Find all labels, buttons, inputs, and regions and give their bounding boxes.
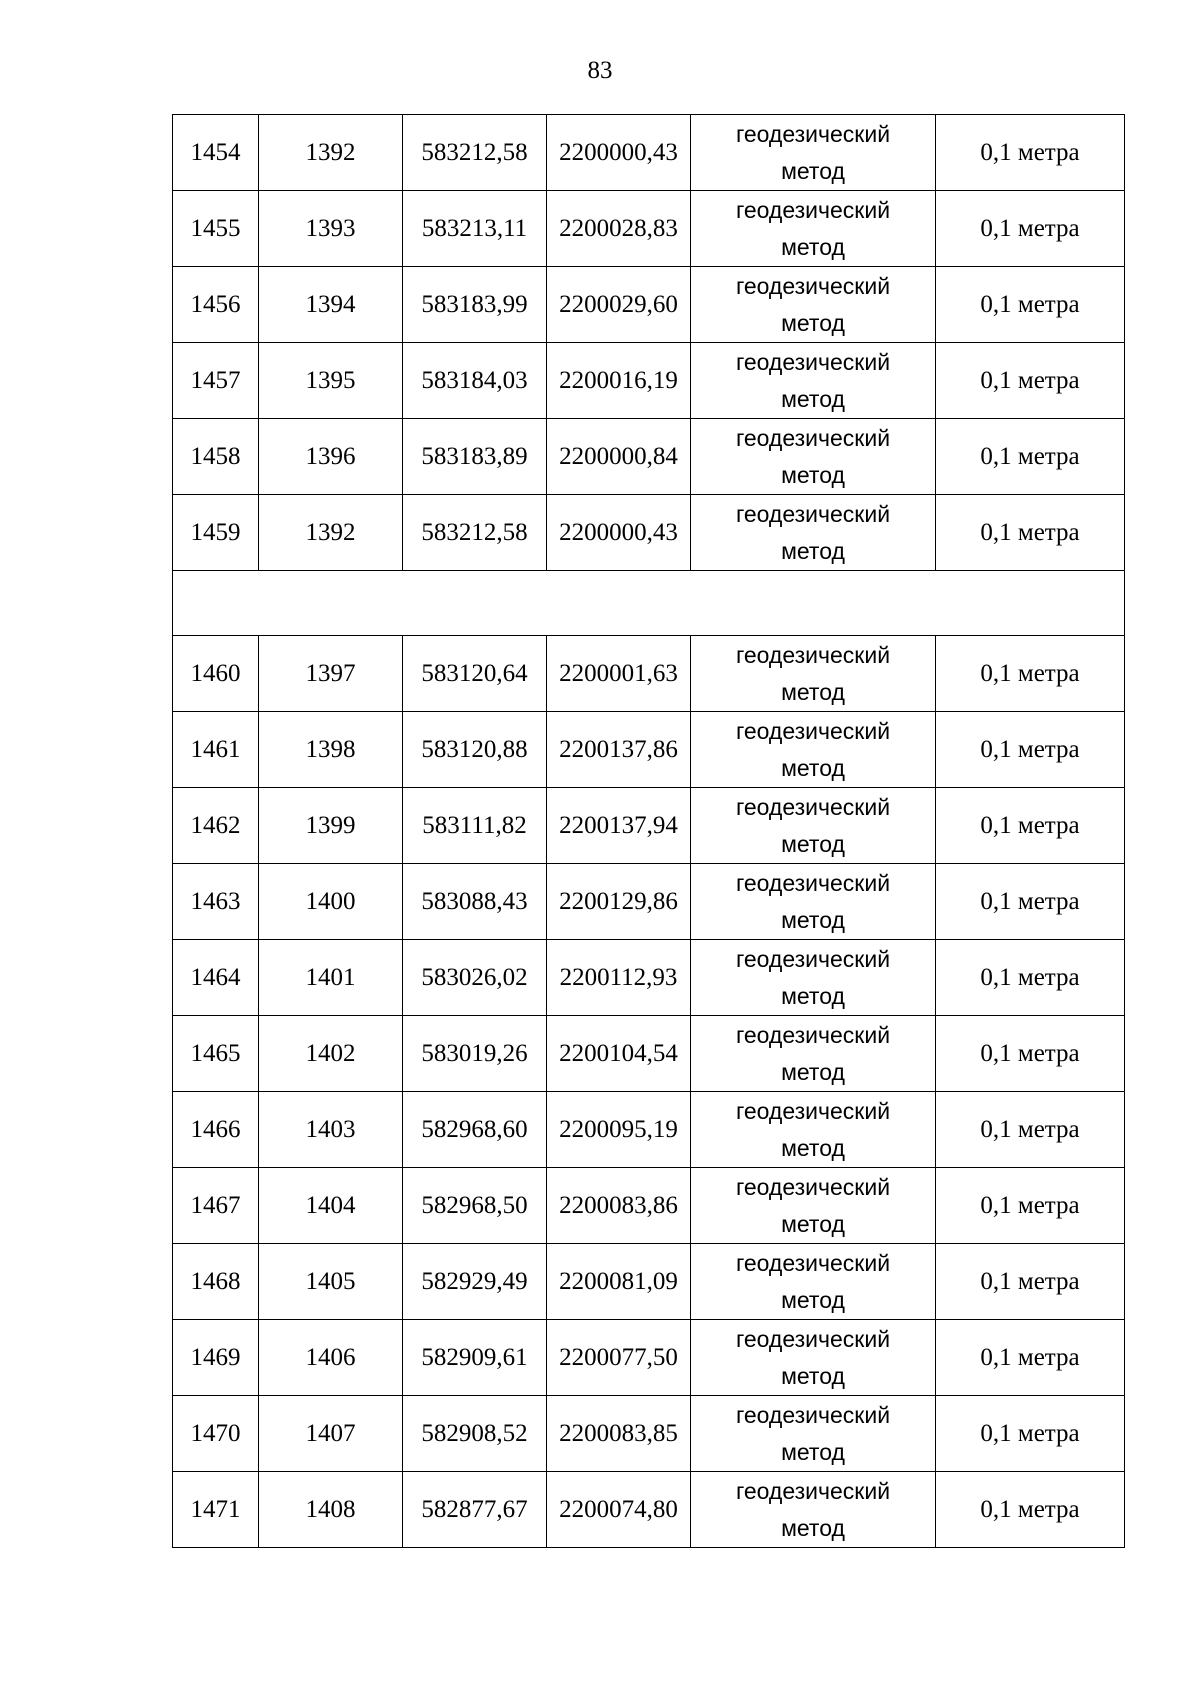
method-line-1: геодезический xyxy=(735,1325,891,1352)
method-line-1: геодезический xyxy=(735,348,891,375)
table-separator-row xyxy=(173,571,1125,636)
cell-method xyxy=(691,267,936,343)
cell-number: 1465 xyxy=(173,1016,259,1092)
table-row xyxy=(173,1092,1125,1168)
cell-accuracy: 0,1 метра xyxy=(936,115,1125,191)
method-line-1: геодезический xyxy=(735,120,891,147)
method-line-2: метод xyxy=(781,1210,845,1237)
method-line-1: геодезический xyxy=(735,793,891,820)
cell-x: 583183,99 xyxy=(403,267,547,343)
cell-y: 2200016,19 xyxy=(547,343,691,419)
cell-y: 2200083,86 xyxy=(547,1168,691,1244)
cell-point: 1396 xyxy=(259,419,403,495)
cell-x: 583111,82 xyxy=(403,788,547,864)
table-row xyxy=(173,940,1125,1016)
cell-y: 2200129,86 xyxy=(547,864,691,940)
cell-method xyxy=(691,1396,936,1472)
cell-point: 1398 xyxy=(259,712,403,788)
cell-number: 1454 xyxy=(173,115,259,191)
method-line-1: геодезический xyxy=(735,717,891,744)
cell-y: 2200083,85 xyxy=(547,1396,691,1472)
cell-method xyxy=(691,636,936,712)
cell-point: 1392 xyxy=(259,495,403,571)
cell-x: 582908,52 xyxy=(403,1396,547,1472)
cell-accuracy: 0,1 метра xyxy=(936,191,1125,267)
table-row xyxy=(173,712,1125,788)
method-line-1: геодезический xyxy=(735,500,891,527)
method-line-2: метод xyxy=(781,1438,845,1465)
cell-accuracy: 0,1 метра xyxy=(936,1396,1125,1472)
cell-x: 583120,64 xyxy=(403,636,547,712)
method-line-2: метод xyxy=(781,1514,845,1541)
cell-method xyxy=(691,115,936,191)
cell-x: 582968,50 xyxy=(403,1168,547,1244)
cell-method xyxy=(691,419,936,495)
cell-point: 1403 xyxy=(259,1092,403,1168)
method-line-1: геодезический xyxy=(735,1021,891,1048)
cell-x: 583120,88 xyxy=(403,712,547,788)
cell-method xyxy=(691,864,936,940)
cell-point: 1393 xyxy=(259,191,403,267)
table-row xyxy=(173,864,1125,940)
page-number: 83 xyxy=(587,57,613,84)
cell-accuracy: 0,1 метра xyxy=(936,712,1125,788)
method-line-2: метод xyxy=(781,830,845,857)
cell-x: 582909,61 xyxy=(403,1320,547,1396)
cell-point: 1397 xyxy=(259,636,403,712)
method-line-2: метод xyxy=(781,1058,845,1085)
method-line-2: метод xyxy=(781,906,845,933)
cell-x: 583088,43 xyxy=(403,864,547,940)
cell-accuracy: 0,1 метра xyxy=(936,267,1125,343)
cell-method xyxy=(691,940,936,1016)
method-line-2: метод xyxy=(781,157,845,184)
cell-accuracy: 0,1 метра xyxy=(936,1472,1125,1548)
cell-y: 2200081,09 xyxy=(547,1244,691,1320)
method-line-2: метод xyxy=(781,1286,845,1313)
cell-y: 2200095,19 xyxy=(547,1092,691,1168)
table-row xyxy=(173,1016,1125,1092)
cell-number: 1471 xyxy=(173,1472,259,1548)
cell-y: 2200001,63 xyxy=(547,636,691,712)
cell-accuracy: 0,1 метра xyxy=(936,636,1125,712)
cell-point: 1407 xyxy=(259,1396,403,1472)
cell-method xyxy=(691,191,936,267)
coordinates-table-body xyxy=(173,115,1125,1548)
cell-accuracy: 0,1 метра xyxy=(936,343,1125,419)
cell-number: 1459 xyxy=(173,495,259,571)
cell-y: 2200077,50 xyxy=(547,1320,691,1396)
cell-y: 2200112,93 xyxy=(547,940,691,1016)
cell-method xyxy=(691,343,936,419)
cell-point: 1404 xyxy=(259,1168,403,1244)
method-line-1: геодезический xyxy=(735,869,891,896)
cell-x: 582968,60 xyxy=(403,1092,547,1168)
cell-method xyxy=(691,1244,936,1320)
method-line-2: метод xyxy=(781,678,845,705)
cell-y: 2200137,86 xyxy=(547,712,691,788)
table-row xyxy=(173,1396,1125,1472)
cell-accuracy: 0,1 метра xyxy=(936,864,1125,940)
method-line-1: геодезический xyxy=(735,1249,891,1276)
method-line-2: метод xyxy=(781,233,845,260)
cell-point: 1399 xyxy=(259,788,403,864)
cell-method xyxy=(691,1016,936,1092)
cell-accuracy: 0,1 метра xyxy=(936,495,1125,571)
cell-x: 583213,11 xyxy=(403,191,547,267)
method-line-2: метод xyxy=(781,309,845,336)
cell-point: 1405 xyxy=(259,1244,403,1320)
cell-method xyxy=(691,495,936,571)
cell-y: 2200000,84 xyxy=(547,419,691,495)
cell-number: 1456 xyxy=(173,267,259,343)
cell-method xyxy=(691,712,936,788)
table-row xyxy=(173,1168,1125,1244)
cell-number: 1460 xyxy=(173,636,259,712)
cell-y: 2200074,80 xyxy=(547,1472,691,1548)
table-row xyxy=(173,495,1125,571)
cell-point: 1408 xyxy=(259,1472,403,1548)
cell-accuracy: 0,1 метра xyxy=(936,1168,1125,1244)
table-row xyxy=(173,788,1125,864)
method-line-1: геодезический xyxy=(735,272,891,299)
method-line-2: метод xyxy=(781,537,845,564)
method-line-2: метод xyxy=(781,461,845,488)
cell-number: 1457 xyxy=(173,343,259,419)
cell-method xyxy=(691,1472,936,1548)
cell-number: 1469 xyxy=(173,1320,259,1396)
cell-y: 2200137,94 xyxy=(547,788,691,864)
method-line-1: геодезический xyxy=(735,1477,891,1504)
cell-x: 583019,26 xyxy=(403,1016,547,1092)
cell-y: 2200104,54 xyxy=(547,1016,691,1092)
cell-point: 1400 xyxy=(259,864,403,940)
method-line-2: метод xyxy=(781,1134,845,1161)
table-row xyxy=(173,419,1125,495)
cell-point: 1395 xyxy=(259,343,403,419)
table-row xyxy=(173,191,1125,267)
cell-accuracy: 0,1 метра xyxy=(936,419,1125,495)
cell-number: 1461 xyxy=(173,712,259,788)
cell-point: 1406 xyxy=(259,1320,403,1396)
table-row xyxy=(173,267,1125,343)
cell-number: 1467 xyxy=(173,1168,259,1244)
cell-number: 1470 xyxy=(173,1396,259,1472)
cell-method xyxy=(691,788,936,864)
cell-y: 2200029,60 xyxy=(547,267,691,343)
table-row xyxy=(173,1320,1125,1396)
cell-method xyxy=(691,1092,936,1168)
cell-accuracy: 0,1 метра xyxy=(936,1244,1125,1320)
cell-y: 2200000,43 xyxy=(547,115,691,191)
cell-x: 583026,02 xyxy=(403,940,547,1016)
cell-number: 1463 xyxy=(173,864,259,940)
cell-point: 1402 xyxy=(259,1016,403,1092)
cell-y: 2200028,83 xyxy=(547,191,691,267)
method-line-1: геодезический xyxy=(735,424,891,451)
cell-accuracy: 0,1 метра xyxy=(936,1320,1125,1396)
cell-number: 1466 xyxy=(173,1092,259,1168)
method-line-2: метод xyxy=(781,982,845,1009)
cell-y: 2200000,43 xyxy=(547,495,691,571)
cell-number: 1462 xyxy=(173,788,259,864)
table-row xyxy=(173,115,1125,191)
table-row xyxy=(173,1244,1125,1320)
cell-accuracy: 0,1 метра xyxy=(936,1016,1125,1092)
cell-point: 1394 xyxy=(259,267,403,343)
method-line-1: геодезический xyxy=(735,1097,891,1124)
cell-number: 1455 xyxy=(173,191,259,267)
method-line-2: метод xyxy=(781,385,845,412)
cell-x: 583212,58 xyxy=(403,115,547,191)
cell-accuracy: 0,1 метра xyxy=(936,788,1125,864)
cell-method xyxy=(691,1320,936,1396)
method-line-2: метод xyxy=(781,1362,845,1389)
cell-method xyxy=(691,1168,936,1244)
cell-x: 583212,58 xyxy=(403,495,547,571)
cell-number: 1458 xyxy=(173,419,259,495)
table-row xyxy=(173,636,1125,712)
cell-number: 1468 xyxy=(173,1244,259,1320)
cell-x: 582929,49 xyxy=(403,1244,547,1320)
cell-x: 583183,89 xyxy=(403,419,547,495)
method-line-2: метод xyxy=(781,754,845,781)
method-line-1: геодезический xyxy=(735,945,891,972)
method-line-1: геодезический xyxy=(735,196,891,223)
cell-number: 1464 xyxy=(173,940,259,1016)
cell-point: 1401 xyxy=(259,940,403,1016)
cell-accuracy: 0,1 метра xyxy=(936,1092,1125,1168)
cell-point: 1392 xyxy=(259,115,403,191)
cell-accuracy: 0,1 метра xyxy=(936,940,1125,1016)
method-line-1: геодезический xyxy=(735,641,891,668)
coordinates-table xyxy=(172,114,1125,1548)
cell-x: 583184,03 xyxy=(403,343,547,419)
table-row xyxy=(173,343,1125,419)
table-row xyxy=(173,1472,1125,1548)
empty-merged-cell xyxy=(173,571,1125,636)
cell-x: 582877,67 xyxy=(403,1472,547,1548)
method-line-1: геодезический xyxy=(735,1401,891,1428)
method-line-1: геодезический xyxy=(735,1173,891,1200)
